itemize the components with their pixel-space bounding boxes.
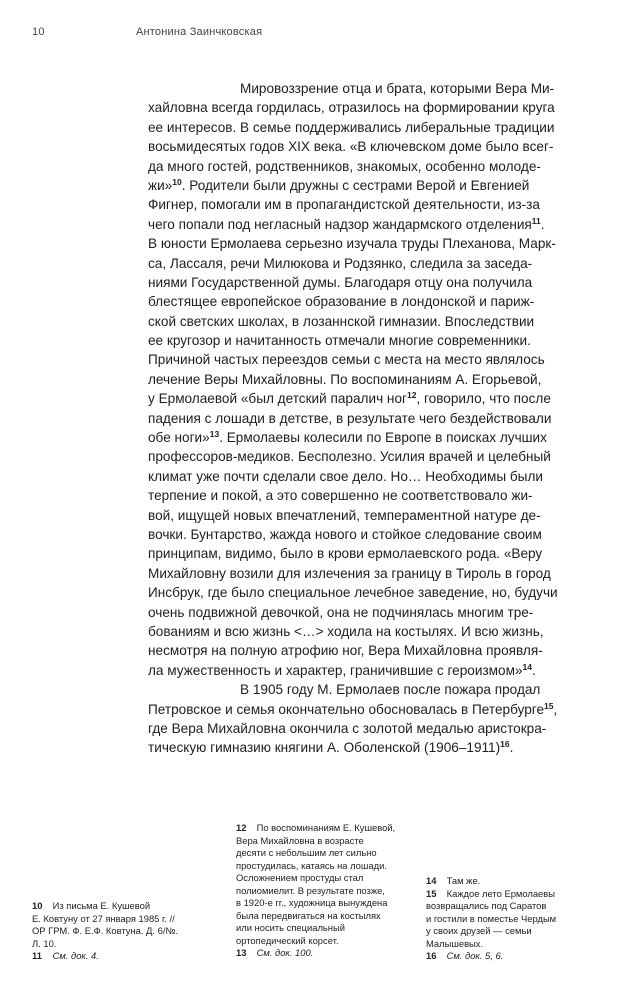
- footnote-line: или носить специальный: [236, 922, 345, 933]
- text-line: Михайловну возили для излечения за границу в Тироль в город: [148, 565, 551, 581]
- text-line: вой, ищущей новых впечатлений, темпераментной натуре де-: [148, 507, 541, 523]
- footnote-line: полиомиелит. В результате позже,: [236, 884, 385, 896]
- footnote-line: была передвигаться на костылях: [236, 909, 381, 921]
- footnote-reference-text: См. док. 4.: [52, 950, 99, 961]
- footnote-line: Малышевых.: [426, 937, 484, 949]
- text-line: лечение Веры Михайловны. По воспоминаниям А. Егорьевой,: [148, 371, 542, 387]
- footnote-line: в 1920-е гг., художница вынуждена: [236, 897, 388, 908]
- footnote-line: [426, 950, 556, 963]
- footnote-ref: 11: [531, 215, 541, 226]
- footnote-ref: 12: [406, 390, 417, 401]
- text-line: климат уже почти сделали свое дело. Но… Необходимы были: [148, 468, 543, 484]
- text-line: Фигнер, помогали им в пропагандистской деятельности, из-за: [148, 197, 540, 213]
- text-line: ла мужественность и характер, граничившие с героизмом»$^{14}$.: [148, 661, 536, 678]
- text-line: са, Лассаля, речи Милюкова и Родзянко, следила за заседа-: [148, 255, 533, 271]
- footnote-ref: 13: [209, 429, 220, 440]
- main-text: [148, 79, 604, 758]
- page-number: 10: [32, 26, 45, 38]
- footnote-ref: 15: [544, 700, 554, 711]
- footnote-line: десяти с небольшим лет сильно: [236, 847, 377, 858]
- text-line: принципам, видимо, было в крови ермолаевского рода. «Веру: [148, 546, 543, 562]
- footnote-line: и гостили в поместье Чердым: [426, 912, 557, 924]
- footnote-line: 15 Каждое лето Ермолаевы: [426, 887, 555, 899]
- footnote-ref: 14: [522, 661, 532, 672]
- footnotes-column-2: [236, 822, 395, 960]
- footnote-number: 14: [426, 875, 437, 886]
- footnote-line: Вера Михайловна в возрасте: [236, 834, 364, 846]
- text-line: тическую гимназию княгини А. Оболенской (1906–1911)$^{16}$.: [148, 739, 514, 756]
- text-line: да много гостей, родственников, знакомых, особенно молоде-: [148, 158, 541, 174]
- text-line: ниями Государственной думы. Благодаря отцу она получила: [148, 274, 533, 290]
- text-line: чего попали под негласный надзор жандармского отделения$^{11}$.: [148, 215, 545, 232]
- text-line: В юности Ермолаева серьезно изучала труды Плеханова, Марк-: [148, 236, 556, 252]
- text-line: обе ноги»$^{13}$. Ермолаевы колесили по Европе в поисках лучших: [148, 429, 547, 446]
- footnote-line: [32, 950, 178, 963]
- text-line: где Вера Михайловна окончила с золотой медалью аристокра-: [148, 720, 547, 736]
- text-line: ее кругозор и начитанность отмечали многие современники.: [148, 333, 531, 349]
- text-line: ской светских школах, в лозаннской гимназии. Впоследствии: [148, 313, 535, 329]
- footnote-line: Л. 10.: [32, 937, 57, 949]
- text-line: В 1905 году М. Ермолаев после пожара продал: [240, 682, 541, 698]
- text-line: падения с лошади в детстве, в результате чего бездействовали: [148, 410, 552, 426]
- text-line: несмотря на полную атрофию ног, Вера Михайловна проявля-: [148, 643, 543, 659]
- footnote-reference-text: См. док. 5, 6.: [446, 950, 504, 961]
- footnote-line: 12 По воспоминаниям Е. Кушевой,: [236, 822, 396, 833]
- text-line: хайловна всегда гордилась, отразилось на формировании круга: [148, 100, 555, 116]
- text-line: Мировоззрение отца и брата, которыми Вера Ми-: [240, 81, 555, 96]
- footnote-line: 10 Из письма Е. Кушевой: [32, 900, 151, 911]
- footnotes-column-3: [426, 875, 556, 963]
- text-line: жи»$^{10}$. Родители были дружны с сестрами Верой и Евгенией: [148, 176, 530, 193]
- text-line: Петровское и семья окончательно обосновалась в Петербурге$^{15}$,: [148, 700, 558, 717]
- footnote-line: [236, 947, 395, 960]
- footnote-ref: 10: [172, 176, 182, 187]
- running-head-author: Антонина Заинчковская: [136, 26, 263, 38]
- footnote-line: Осложнением простуды стал: [236, 872, 364, 883]
- text-line: бованиям и всю жизнь <…> ходила на костылях. И всю жизнь,: [148, 623, 544, 639]
- text-line: очень подвижной девочкой, она не подчинялась многим тре-: [148, 604, 534, 620]
- footnote-line: ортопедический корсет.: [236, 934, 339, 946]
- text-line: блестящее европейское образование в лондонской и париж-: [148, 294, 535, 310]
- text-line: ее интересов. В семье поддерживались либеральные традиции: [148, 119, 555, 135]
- footnote-line: 14 Там же.: [426, 875, 481, 886]
- footnote-reference-text: См. док. 100.: [256, 947, 314, 958]
- footnote-number: 15: [426, 887, 437, 899]
- footnote-line: Е. Ковтуну от 27 января 1985 г. //: [32, 912, 175, 924]
- footnote-line: ОР ГРМ. Ф. Е.Ф. Ковтуна. Д. 6/№.: [32, 925, 179, 936]
- footnote-number: 13: [236, 947, 247, 958]
- footnote-number: 11: [32, 950, 42, 961]
- text-line: у Ермолаевой «был детский паралич ног$^{12}$, говорило, что после: [148, 390, 551, 407]
- text-line: профессоров-медиков. Бесполезно. Усилия врачей и целебный: [148, 449, 551, 465]
- text-line: терпение и покой, а это совершенно не соответствовало жи-: [148, 488, 533, 504]
- footnote-line: возвращались под Саратов: [426, 900, 547, 911]
- text-line: восьмидесятых годов XIX века. «В ключевском доме было всег-: [148, 139, 554, 155]
- text-line: Причиной частых переездов семьи с места на место являлось: [148, 352, 545, 368]
- footnote-ref: 16: [500, 739, 510, 750]
- text-line: Инсбрук, где было специальное лечебное заведение, но, будучи: [148, 585, 558, 601]
- footnote-number: 16: [426, 950, 437, 961]
- text-line: вочки. Бунтарство, жажда нового и стойкое следование своим: [148, 526, 542, 542]
- footnotes-column-1: [32, 900, 178, 963]
- footnote-number: 10: [32, 900, 43, 911]
- footnote-line: у своих друзей — семьи: [426, 925, 532, 936]
- footnote-line: простудилась, катаясь на лошади.: [236, 859, 387, 871]
- footnote-number: 12: [236, 822, 247, 833]
